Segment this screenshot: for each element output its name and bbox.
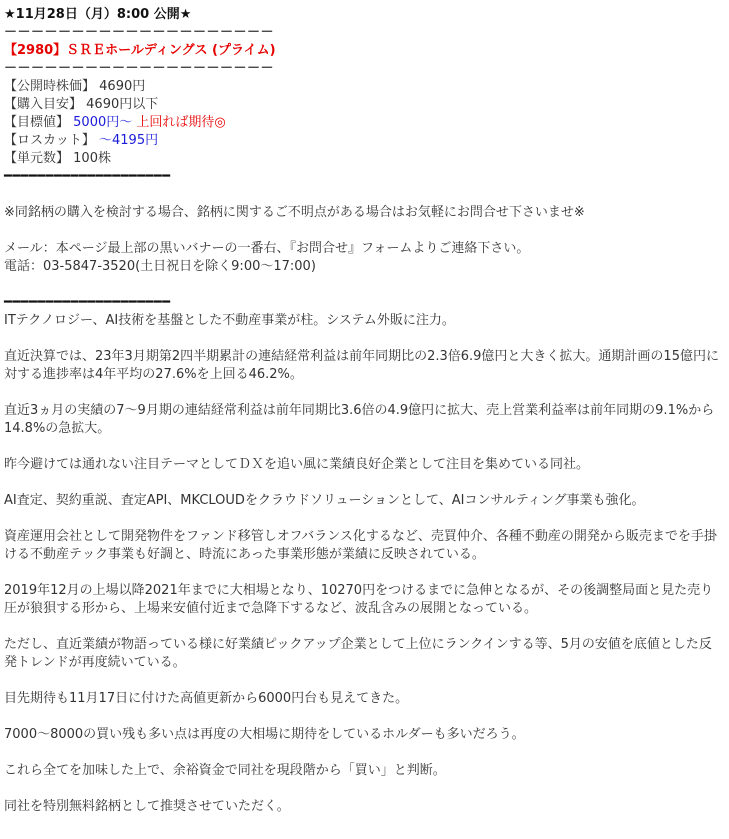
- dash-divider: －－－－－－－－－－－－－－－－－－－－: [4, 25, 275, 40]
- paragraph: ただし、直近業績が物語っている様に好業績ピックアップ企業として上位にランクインする等、5月の安値を底値とした反発トレンドが再度続いている。: [4, 637, 712, 670]
- paragraph: 昨今避けては通れない注目テーマとしてＤＸを追い風に業績良好企業として注目を集めている同社。: [4, 457, 590, 472]
- paragraph: 目先期待も11月17日に付けた高値更新から6000円台も見えてきた。: [4, 691, 409, 706]
- solid-divider: ━━━━━━━━━━━━━━━━━━━━: [4, 169, 171, 184]
- paragraph: 同社を特別無料銘柄として推奨させていただく。: [4, 799, 290, 814]
- paragraph: 資産運用会社として開発物件をファンド移管しオフバランス化するなど、売買仲介、各種不動産の開発から販売までを手掛ける不動産テック事業も好調と、時流にあった事業形態が業績に反映されている。: [4, 529, 717, 562]
- paragraph: AI査定、契約重説、査定API、MKCLOUDをクラウドソリューションとして、AIコンサルティング事業も強化。: [4, 493, 645, 508]
- target-price-note: 上回れば期待◎: [136, 115, 226, 130]
- publish-date-line: ★11月28日（月）8:00 公開★: [4, 7, 192, 22]
- inquiry-notice: ※同銘柄の購入を検討する場合、銘柄に関するご不明点がある場合はお気軽にお問合せ下さいませ※: [4, 205, 585, 220]
- stock-title: 【2980】ＳＲＥホールディングス (プライム): [4, 43, 276, 58]
- buy-target-row: [4, 96, 722, 114]
- paragraph: 直近決算では、23年3月期第2四半期累計の連結経常利益は前年同期比の2.3倍6.9億円と大きく拡大。通期計画の15億円に対する進捗率は4年平均の27.6%を上回る46.2%。: [4, 349, 719, 382]
- paragraph: 2019年12月の上場以降2021年までに大相場となり、10270円をつけるまでに急伸となるが、その後調整局面と見た売り圧が狼狽する形から、上場来安値付近まで急降下するなど、波乱含みの展開となっている。: [4, 583, 714, 616]
- solid-divider: ━━━━━━━━━━━━━━━━━━━━: [4, 295, 171, 310]
- published-price-value: 4690円: [99, 79, 146, 94]
- loss-cut-label: 【ロスカット】: [4, 133, 95, 148]
- target-price-row: [4, 114, 722, 132]
- target-price-value: 5000円〜: [73, 115, 133, 130]
- buy-target-value: 4690円以下: [86, 97, 159, 112]
- article: [4, 6, 722, 816]
- paragraph: これら全てを加味した上で、余裕資金で同社を現段階から「買い」と判断。: [4, 763, 446, 778]
- contact-phone: 電話：03-5847-3520(土日祝日を除く9:00〜17:00): [4, 259, 316, 274]
- unit-label: 【単元数】: [4, 151, 70, 166]
- published-price-label: 【公開時株価】: [4, 79, 96, 94]
- unit-row: [4, 150, 722, 168]
- published-price-row: [4, 78, 722, 96]
- paragraph: 直近3ヵ月の実績の7〜9月期の連結経常利益は前年同期比3.6倍の4.9億円に拡大、売上営業利益率は前年同期の9.1%から14.8%の急拡大。: [4, 403, 715, 436]
- loss-cut-row: [4, 132, 722, 150]
- contact-mail: メール：本ページ最上部の黒いバナーの一番右、『お問合せ』フォームよりご連絡下さい。: [4, 241, 530, 256]
- dash-divider: －－－－－－－－－－－－－－－－－－－－: [4, 61, 275, 76]
- buy-target-label: 【購入目安】: [4, 97, 83, 112]
- paragraph: 7000〜8000の買い残も多い点は再度の大相場に期待をしているホルダーも多いだろう。: [4, 727, 525, 742]
- unit-value: 100株: [73, 151, 111, 166]
- target-price-label: 【目標値】: [4, 115, 70, 130]
- loss-cut-value: 〜4195円: [99, 133, 159, 148]
- paragraph: ITテクノロジー、AI技術を基盤とした不動産事業が柱。システム外販に注力。: [4, 313, 455, 328]
